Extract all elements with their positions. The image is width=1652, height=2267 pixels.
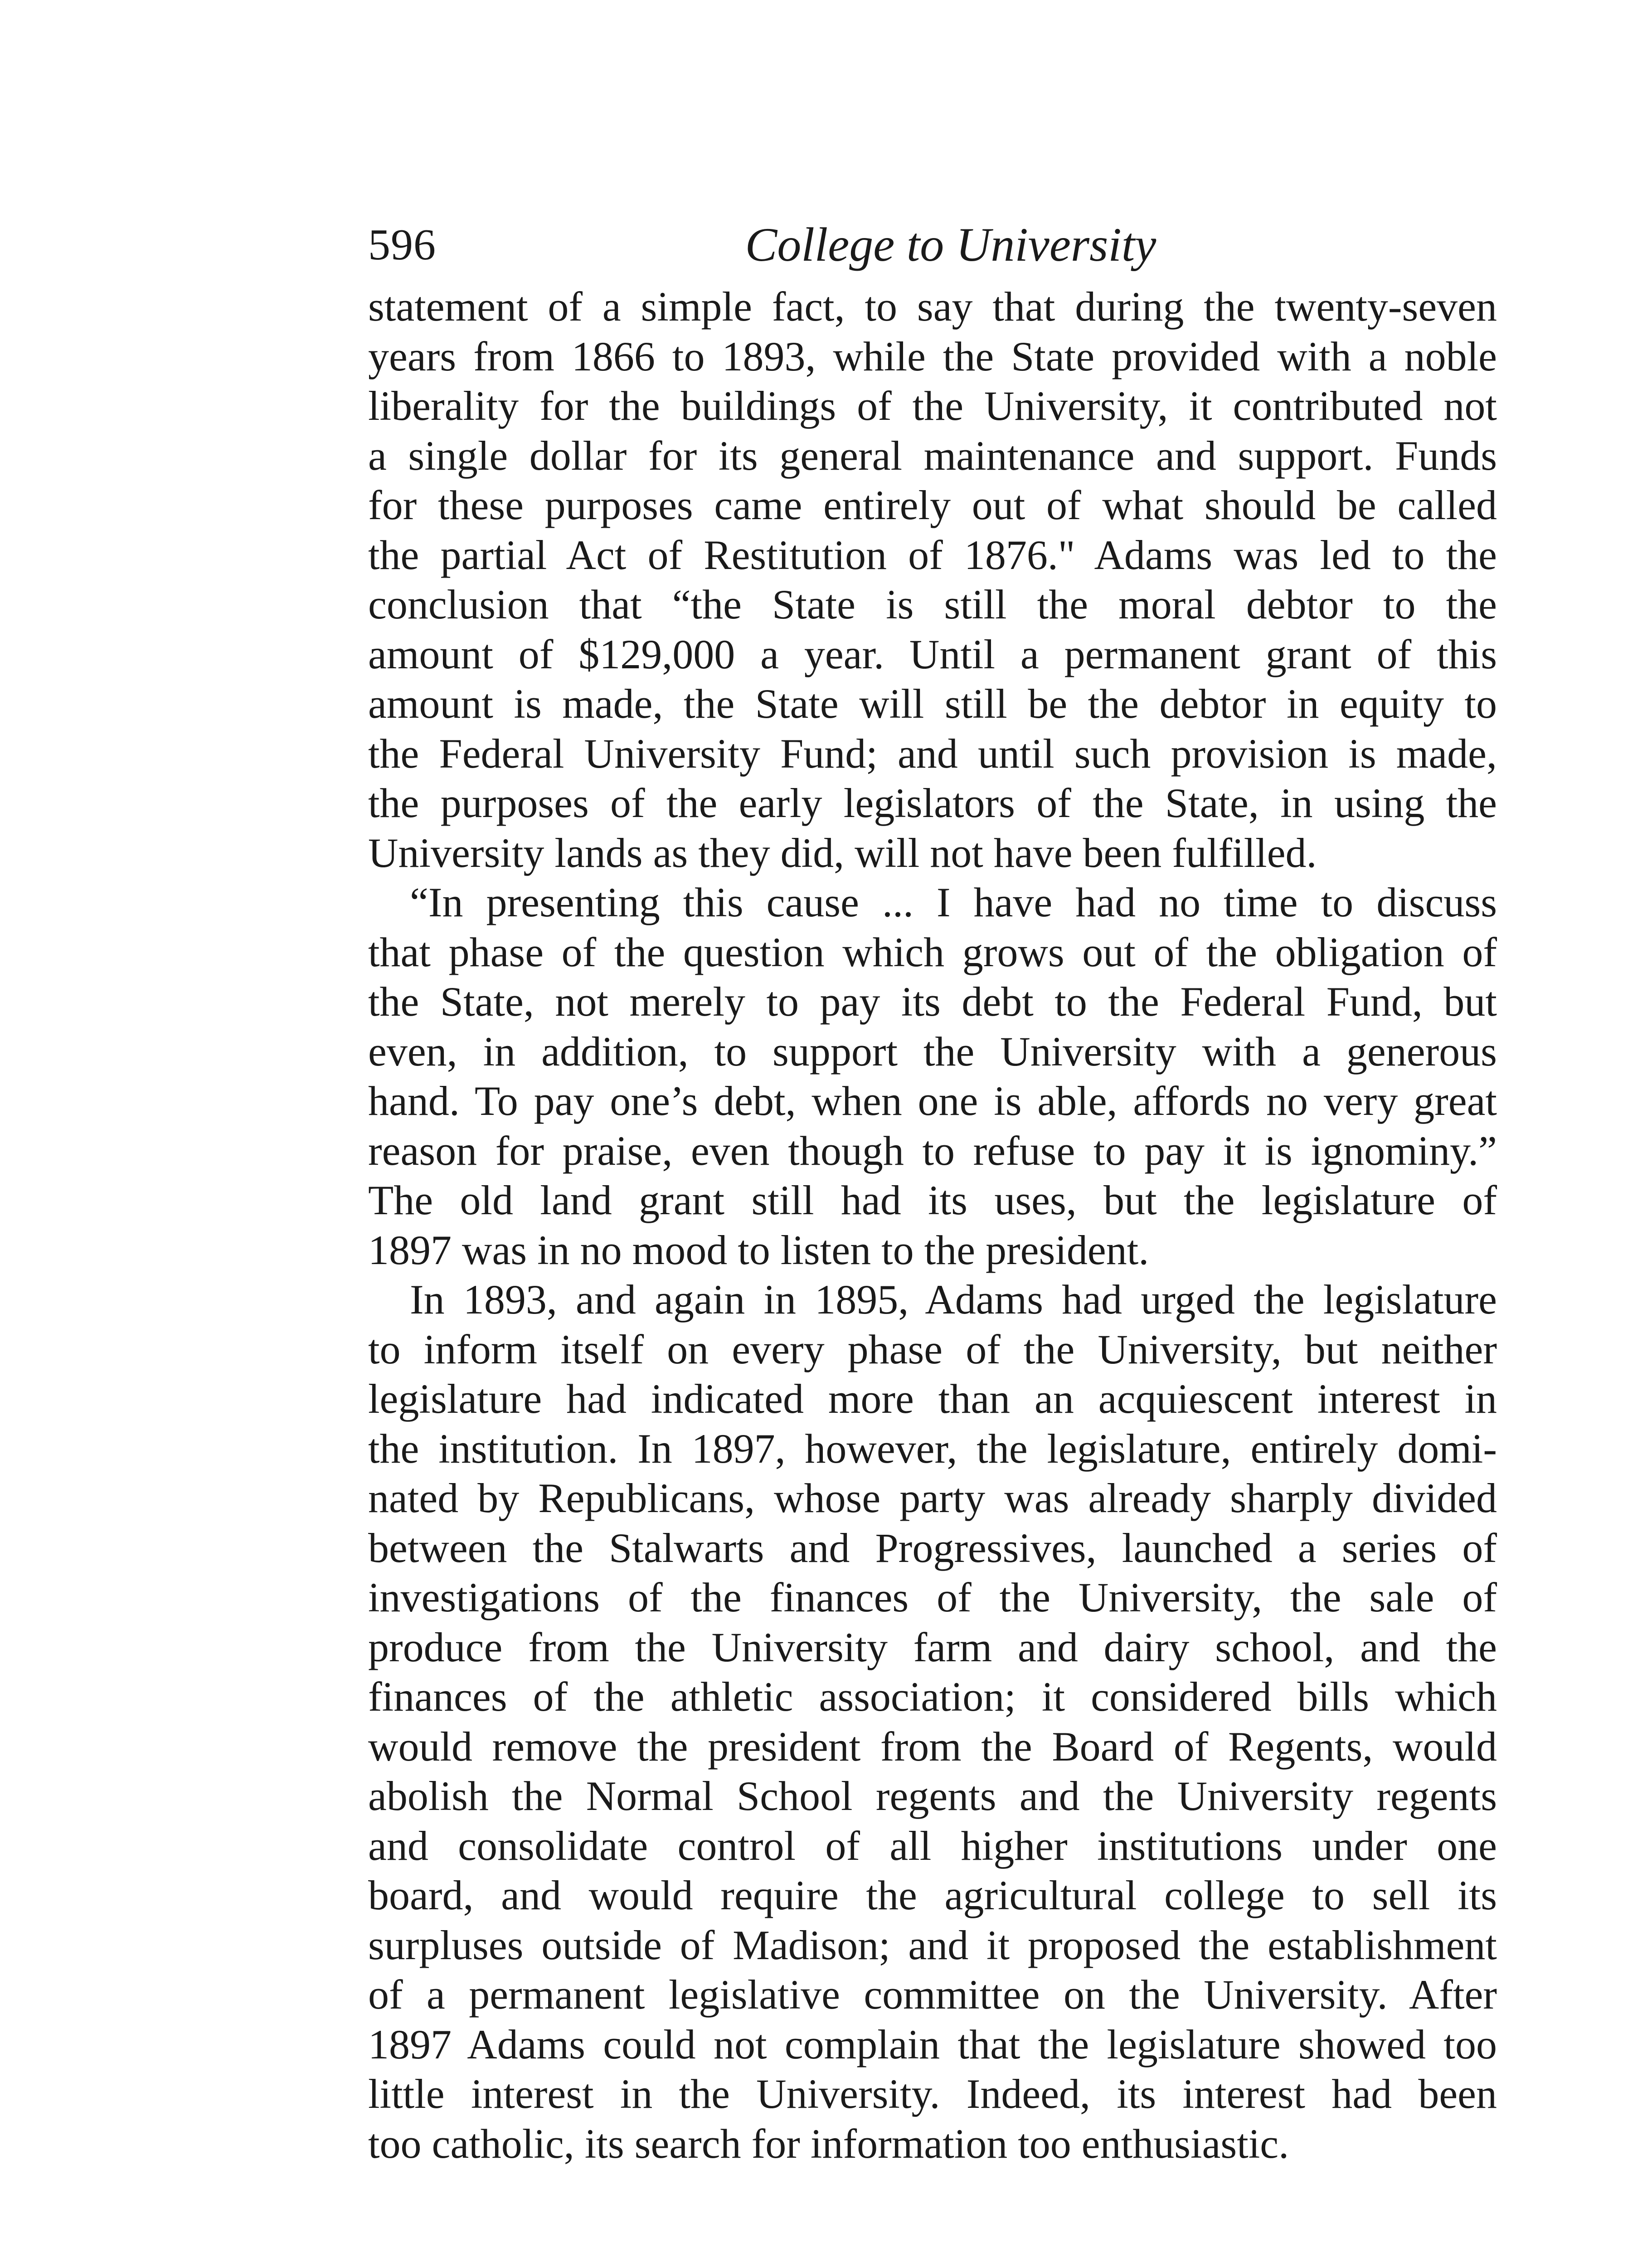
text-line: “In presenting this cause ... I have had no time to discuss: [410, 879, 1497, 925]
text-line: too catholic, its search for information too enthusiastic.: [368, 2120, 1289, 2167]
text-line: between the Stalwarts and Progressives, launched a series of: [368, 1524, 1497, 1571]
text-line: the State, not merely to pay its debt to the Federal Fund, but: [368, 978, 1497, 1025]
text-line: board, and would require the agricultural college to sell its: [368, 1872, 1497, 1918]
text-line: and consolidate control of all higher institutions under one: [368, 1822, 1497, 1869]
text-line: a single dollar for its general maintenance and support. Funds: [368, 432, 1497, 479]
text-line: that phase of the question which grows out of the obligation of: [368, 929, 1497, 975]
text-line: years from 1866 to 1893, while the State provided with a noble: [368, 333, 1497, 379]
text-line: amount is made, the State will still be the debtor in equity to: [368, 681, 1497, 727]
text-line: finances of the athletic association; it considered bills which: [368, 1673, 1497, 1720]
text-line: would remove the president from the Board of Regents, would: [368, 1723, 1497, 1770]
running-title: College to University: [745, 218, 1156, 271]
body-text: [368, 282, 1497, 2169]
text-line: hand. To pay one’s debt, when one is able, affords no very great: [368, 1078, 1497, 1124]
page-number: 596: [368, 220, 436, 269]
text-line: legislature had indicated more than an acquiescent interest in: [368, 1376, 1497, 1422]
text-line: abolish the Normal School regents and the University regents: [368, 1773, 1497, 1819]
text-line: reason for praise, even though to refuse to pay it is ignominy.”: [368, 1127, 1497, 1174]
text-line: liberality for the buildings of the University, it contributed not: [368, 383, 1497, 429]
text-line: statement of a simple fact, to say that during the twenty-seven: [368, 283, 1497, 330]
text-line: In 1893, and again in 1895, Adams had urged the legislature: [410, 1276, 1497, 1323]
text-line: produce from the University farm and dairy school, and the: [368, 1624, 1497, 1670]
text-line: conclusion that “the State is still the moral debtor to the: [368, 581, 1497, 628]
text-line: to inform itself on every phase of the University, but neither: [368, 1326, 1497, 1372]
text-line: of a permanent legislative committee on the University. After: [368, 1971, 1497, 2018]
text-line: the institution. In 1897, however, the legislature, entirely domi-: [368, 1425, 1497, 1472]
text-line: surpluses outside of Madison; and it proposed the establishment: [368, 1922, 1497, 1968]
text-line: nated by Republicans, whose party was already sharply divided: [368, 1475, 1497, 1521]
running-head: [368, 213, 1497, 277]
text-line: amount of $129,000 a year. Until a permanent grant of this: [368, 631, 1497, 677]
text-line: 1897 Adams could not complain that the legislature showed too: [368, 2021, 1497, 2068]
text-line: the partial Act of Restitution of 1876." Adams was led to the: [368, 531, 1497, 578]
text-line: even, in addition, to support the University with a generous: [368, 1028, 1497, 1075]
text-line: the Federal University Fund; and until such provision is made,: [368, 730, 1497, 777]
text-line: The old land grant still had its uses, but the legislature of: [368, 1177, 1497, 1223]
text-line: for these purposes came entirely out of what should be called: [368, 482, 1497, 528]
text-line: investigations of the finances of the University, the sale of: [368, 1574, 1497, 1620]
text-line: University lands as they did, will not have been fulfilled.: [368, 829, 1317, 876]
text-line: the purposes of the early legislators of the State, in using the: [368, 780, 1497, 826]
text-line: little interest in the University. Indeed, its interest had been: [368, 2071, 1497, 2117]
text-line: 1897 was in no mood to listen to the president.: [368, 1226, 1149, 1273]
